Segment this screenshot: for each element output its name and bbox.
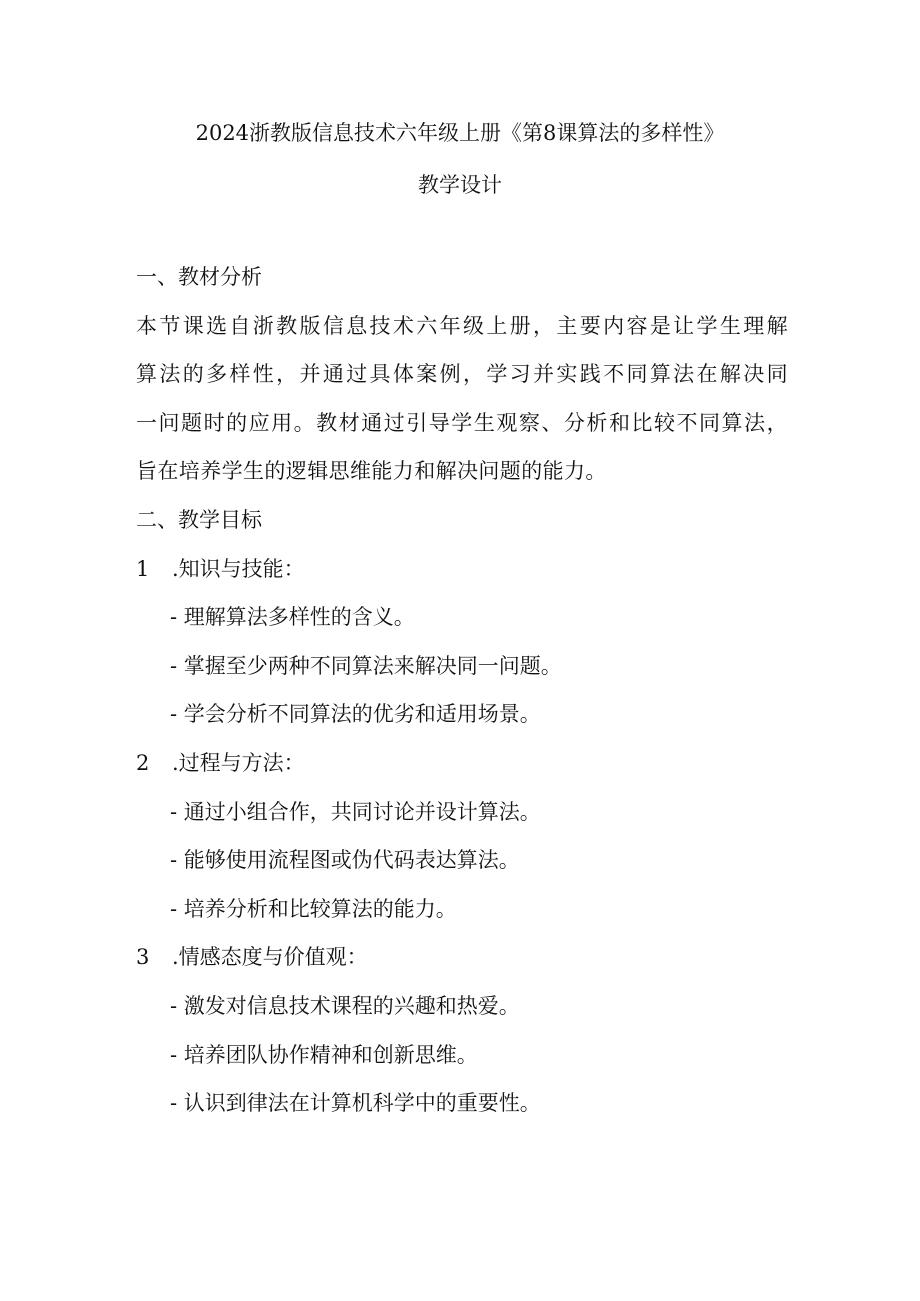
goal-heading — [136, 942, 796, 991]
goal-label: .过程与方法： — [172, 750, 305, 775]
section-heading-objectives: 二、教学目标 — [136, 507, 262, 532]
paragraph-line: 旨在培养学生的逻辑思维能力和解决问题的能力。 — [136, 459, 607, 484]
goal-number: 1 — [136, 556, 150, 581]
document-subtitle: 教学设计 — [418, 173, 502, 197]
goal-number: 3 — [136, 945, 150, 970]
paragraph-line: 算法的多样性，并通过具体案例，学习并实践不同算法在解决同 — [136, 362, 788, 387]
goal-item: - 培养分析和比较算法的能力。 — [170, 896, 457, 921]
paragraph-line: 本节课选自浙教版信息技术六年级上册，主要内容是让学生理解 — [136, 313, 788, 338]
goal-item: - 认识到律法在计算机科学中的重要性。 — [170, 1091, 541, 1116]
section-heading-materials: 一、教材分析 — [136, 265, 262, 289]
goal-item: - 能够使用流程图或伪代码表达算法。 — [170, 848, 520, 873]
goal-item: - 掌握至少两种不同算法来解决同一问题。 — [170, 653, 562, 678]
goal-number: 2 — [136, 750, 150, 775]
goal-label: .知识与技能： — [172, 556, 305, 581]
goal-item: - 通过小组合作，共同讨论并设计算法。 — [170, 799, 541, 824]
paragraph-line: 一问题时的应用。教材通过引导学生观察、分析和比较不同算法， — [136, 410, 788, 435]
goal-item: - 培养团队协作精神和创新思维。 — [170, 1042, 478, 1067]
document-title: 2024浙教版信息技术六年级上册《第8课算法的多样性》 — [195, 121, 725, 145]
goal-heading — [136, 554, 796, 603]
goal-item: - 理解算法多样性的含义。 — [170, 605, 415, 630]
goal-heading — [136, 748, 796, 797]
goal-label: .情感态度与价值观： — [172, 945, 368, 970]
goal-item: - 激发对信息技术课程的兴趣和热爱。 — [170, 993, 520, 1018]
goal-item: - 学会分析不同算法的优劣和适用场景。 — [170, 702, 541, 727]
document-body — [136, 262, 796, 1137]
